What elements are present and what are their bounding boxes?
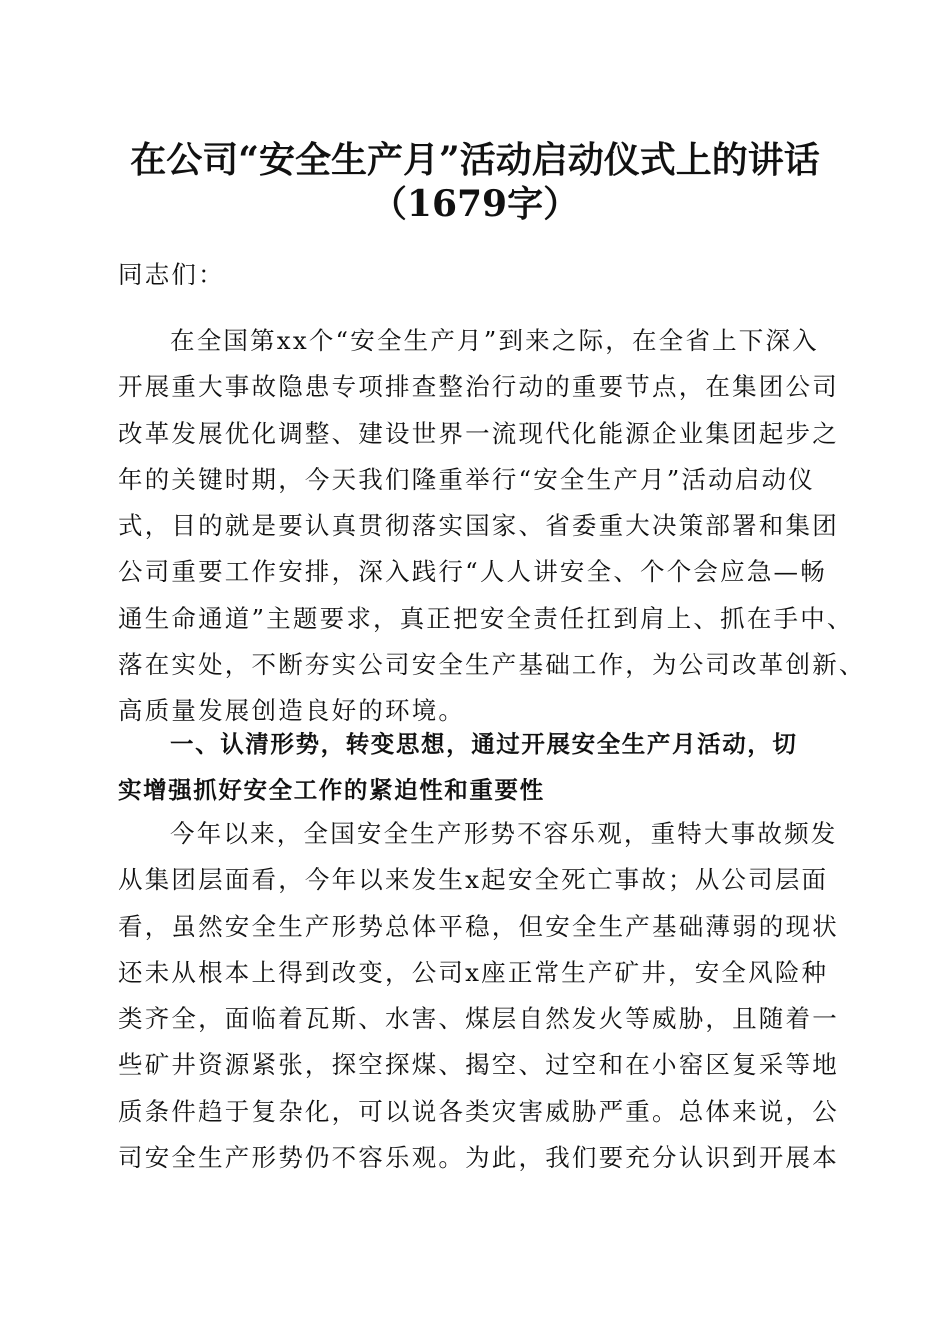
paragraph-line: 改革发展优化调整、建设世界一流现代化能源企业集团起步之 <box>118 418 839 448</box>
paragraph-line: 在全国第xx个“安全生产月”到来之际，在全省上下深入 <box>170 326 819 355</box>
paragraph-line: 式，目的就是要认真贯彻落实国家、省委重大决策部署和集团 <box>118 511 839 541</box>
paragraph-line: 公司重要工作安排，深入践行“人人讲安全、个个会应急—畅 <box>118 557 827 587</box>
paragraph-line: 年的关键时期，今天我们隆重举行“安全生产月”活动启动仪 <box>118 464 815 494</box>
heading-line: 一、认清形势，转变思想，通过开展安全生产月活动，切 <box>170 730 798 758</box>
paragraph-line: 从集团层面看，今年以来发生x起安全死亡事故；从公司层面 <box>118 865 829 895</box>
document-word-count: （1679字） <box>370 183 580 225</box>
paragraph-line: 看，虽然安全生产形势总体平稳，但安全生产基础薄弱的现状 <box>118 911 839 941</box>
paragraph-situation <box>118 811 838 1181</box>
paragraph-line: 还未从根本上得到改变，公司x座正常生产矿井，安全风险种 <box>118 957 829 987</box>
paragraph-line: 类齐全，面临着瓦斯、水害、煤层自然发火等威胁，且随着一 <box>118 1004 839 1034</box>
paragraph-line: 通生命通道”主题要求，真正把安全责任扛到肩上、抓在手中、 <box>118 603 854 633</box>
paragraph-line: 质条件趋于复杂化，可以说各类灾害威胁严重。总体来说，公 <box>118 1096 839 1126</box>
paragraph-line: 今年以来，全国安全生产形势不容乐观，重特大事故频发 <box>170 819 838 848</box>
paragraph-line: 落在实处，不断夯实公司安全生产基础工作，为公司改革创新、 <box>118 650 866 680</box>
document-title: 在公司“安全生产月”活动启动仪式上的讲话 <box>130 139 820 181</box>
section-heading-1 <box>118 721 838 814</box>
paragraph-line: 些矿井资源紧张，探空探煤、揭空、过空和在小窑区复采等地 <box>118 1050 839 1080</box>
paragraph-line: 司安全生产形势仍不容乐观。为此，我们要充分认识到开展本 <box>118 1143 839 1173</box>
salutation-block <box>118 252 838 298</box>
paragraph-line: 开展重大事故隐患专项排查整治行动的重要节点，在集团公司 <box>118 372 839 402</box>
paragraph-line: 高质量发展创造良好的环境。 <box>118 696 466 726</box>
salutation: 同志们： <box>118 260 225 289</box>
heading-line: 实增强抓好安全工作的紧迫性和重要性 <box>118 776 545 805</box>
paragraph-intro <box>118 318 866 735</box>
